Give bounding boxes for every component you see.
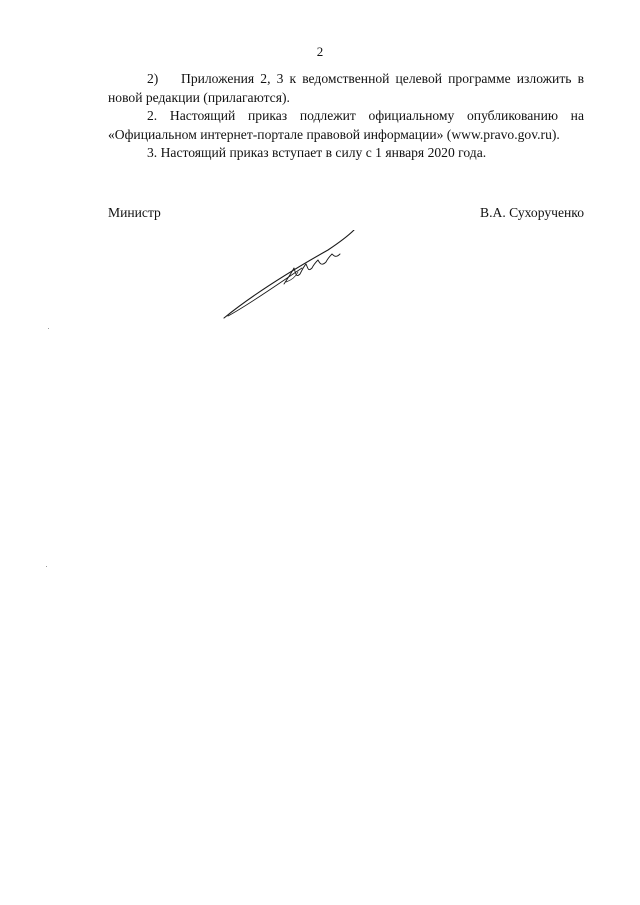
signatory-position: Министр	[108, 205, 161, 220]
paragraph-effective-date: 3. Настоящий приказ вступает в силу с 1 января 2020 года.	[147, 145, 487, 160]
paragraph-appendix-text: Приложения 2, 3 к ведомственной целевой программе изложить в новой редакции (прилагаются).	[108, 71, 584, 105]
signatory-name: В.А. Сухорученко	[480, 205, 584, 220]
paragraph-appendix-amendment	[108, 70, 584, 107]
list-item-marker: 2)	[147, 71, 159, 86]
page-number: 2	[316, 44, 324, 59]
paragraph-publication: 2. Настоящий приказ подлежит официальному опубликованию на «Официальном интернет-портале правовой информации» (www.pravo.gov.ru).	[108, 108, 584, 142]
order-body	[108, 70, 584, 163]
handwritten-signature-icon	[216, 230, 366, 326]
scan-speck	[48, 328, 49, 329]
scan-speck	[46, 566, 47, 567]
